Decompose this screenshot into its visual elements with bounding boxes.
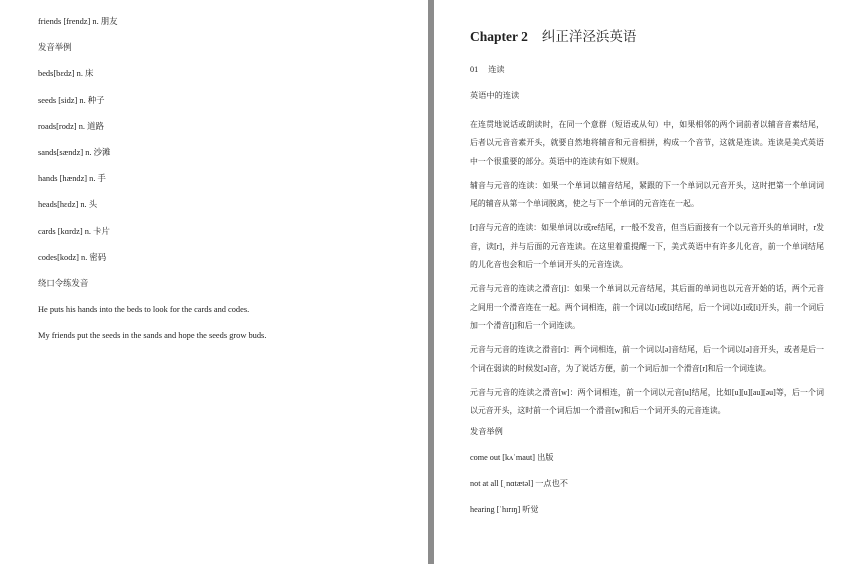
text-line: My friends put the seeds in the sands and hope the seeds grow buds. (38, 331, 267, 341)
paragraph: 在连贯地说话或朗读时，在同一个意群（短语或从句）中，如果相邻的两个词前者以辅音音素结尾，后者以元音音素开头，就要自然地将辅音和元音相拼，构成一个音节，这就是连读。连读是美式英语中一个很重要的部分。英语中的连读有如下规则。 (470, 120, 824, 166)
chapter-title (470, 28, 824, 45)
text-line: codes[kodz] n. 密码 (38, 252, 107, 262)
text-line: roads[rodz] n. 道路 (38, 121, 104, 131)
paragraph: 辅音与元音的连读：如果一个单词以辅音结尾，紧跟的下一个单词以元音开头，这时把第一个单词词尾的辅音从第一个单词脱离，使之与下一个单词的元音连在一起。 (470, 180, 824, 209)
text-line: 发音举例 (38, 43, 72, 53)
text-line: seeds [sidz] n. 种子 (38, 95, 105, 105)
subheading: 英语中的连读 (470, 91, 520, 100)
example-line: not at all [ˌnɑtætəl] 一点也不 (470, 479, 568, 489)
left-page (0, 0, 428, 564)
right-page (434, 0, 858, 564)
text-line: heads[hɛdz] n. 头 (38, 200, 98, 210)
examples-heading: 发音举例 (470, 427, 503, 437)
paragraph: 元音与元音的连读之滑音[j]：如果一个单词以元音结尾，其后面的单词也以元音开始的话，两个元音之间用一个滑音连在一起。两个词相连，前一个词以[ɪ]或[i]结尾，后一个词以[ɪ]或[i]开头，前一个词后加一个滑音[j]和后一个词连读。 (470, 284, 824, 330)
section-heading (470, 64, 824, 75)
example-line: hearing [ˈhɪrɪŋ] 听觉 (470, 505, 539, 515)
text-line: cards [kɑrdz] n. 卡片 (38, 226, 110, 236)
right-page-content (470, 28, 824, 530)
paragraph: [r]音与元音的连读：如果单词以r或re结尾，r一般不发音，但当后面接有一个以元音开头的单词时，r发音，读[r]，并与后面的元音连读。在这里着重提醒一下，美式英语中有许多儿化音，前一个单词结尾的儿化音也会和后一个单词开头的元音连读。 (470, 223, 824, 270)
text-line: 绕口令练发音 (38, 278, 89, 288)
text-line: He puts his hands into the beds to look for the cards and codes. (38, 305, 250, 315)
chapter-name: 纠正洋泾浜英语 (541, 29, 637, 44)
section-title: 连读 (488, 65, 505, 74)
left-page-text (38, 16, 418, 356)
paragraph: 元音与元音的连读之滑音[w]：两个词相连，前一个词以元音[u]结尾，比如[u][u][au][əu]等，后一个词以元音开头，这时前一个词后加一个滑音[w]和后一个词开头的元音连读。 (470, 387, 824, 416)
section-index: 01 (470, 65, 479, 74)
text-line: hands [hændz] n. 手 (38, 174, 106, 184)
text-line: friends [frendz] n. 朋友 (38, 17, 118, 26)
example-line: come out [kʌˈmaut] 出版 (470, 453, 554, 463)
text-line: sands[sændz] n. 沙滩 (38, 147, 111, 157)
chapter-number: Chapter 2 (470, 29, 528, 44)
text-line: beds[bɛdz] n. 床 (38, 69, 94, 79)
paragraph: 元音与元音的连读之滑音[r]：两个词相连，前一个词以[ə]音结尾，后一个词以[ə]音开头，或者是后一个词在弱读的时候发[ə]音，为了说话方便，前一个词后加一个滑音[r]和后一个词连读。 (470, 345, 824, 373)
